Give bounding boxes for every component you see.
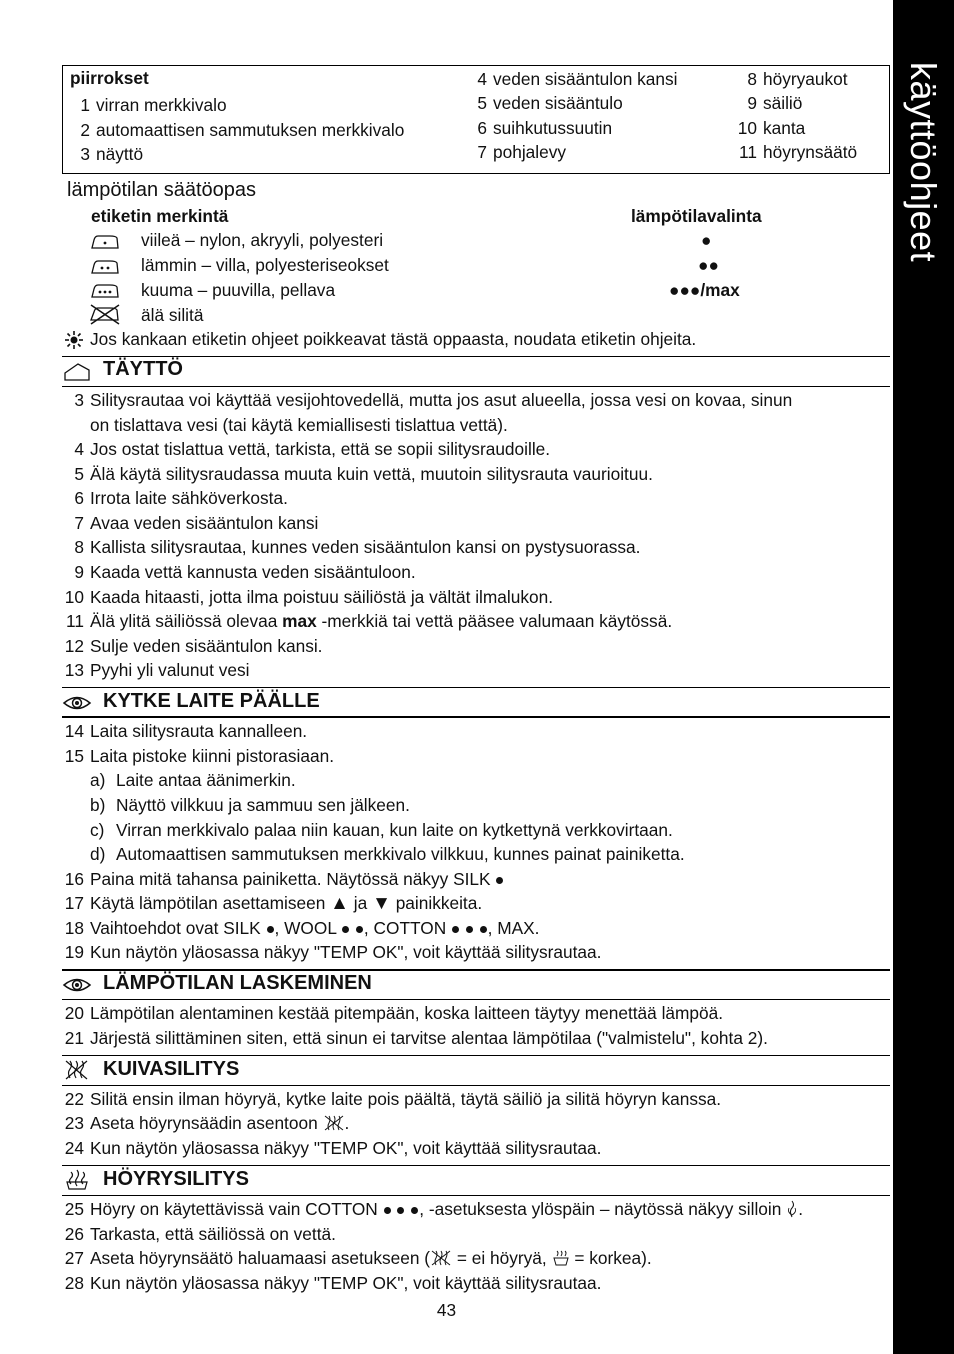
dot-icon	[356, 926, 363, 933]
parts-num: 9	[747, 93, 757, 113]
parts-num: 1	[80, 95, 90, 115]
item-num: b)	[90, 795, 106, 815]
parts-num: 6	[477, 118, 487, 138]
item-text: Kallista silitysrautaa, kunnes veden sisääntulon kansi on pystysuorassa.	[90, 537, 641, 557]
temp-guide-label-col: etiketin merkintä	[91, 206, 229, 226]
temp-guide-setting-col: lämpötilavalinta	[631, 206, 762, 226]
item-text-part: Aseta höyrynsäädin asentoon	[90, 1113, 318, 1133]
item-text: Laita pistoke kiinni pistorasiaan.	[90, 746, 334, 766]
parts-num: 3	[80, 144, 90, 164]
item-text: Höyry on käytettävissä vain COTTON , -asetuksesta ylöspäin – näytössä näkyy silloin .	[90, 1199, 803, 1219]
item-text-part: = korkea).	[574, 1248, 652, 1268]
temp-row-setting: ●	[701, 230, 712, 250]
item-num: 16	[64, 869, 84, 889]
parts-num: 10	[737, 118, 757, 138]
down-triangle-icon: ▼	[372, 893, 391, 914]
item-num: 9	[74, 562, 84, 582]
dot-icon	[342, 926, 349, 933]
item-text-part: , MAX.	[487, 918, 540, 938]
item-num: 13	[64, 660, 84, 680]
item-num: 26	[64, 1224, 84, 1244]
dot-icon	[384, 1207, 391, 1214]
item-text	[90, 918, 539, 939]
item-text: Kun näytön yläosassa näkyy "TEMP OK", voit käyttää silitysrautaa.	[90, 1273, 602, 1293]
item-text-part: painikkeita.	[395, 893, 483, 913]
parts-item: veden sisääntulon kansi	[493, 69, 678, 89]
no-steam-icon	[62, 1059, 92, 1081]
dot-icon	[267, 926, 274, 933]
item-text: Älä käytä silitysraudassa muuta kuin vettä, muutoin silitysrauta vaurioituu.	[90, 464, 653, 484]
iron-three-dots-icon	[90, 282, 120, 300]
item-text	[90, 869, 504, 890]
temp-row-setting: ●●	[698, 255, 719, 275]
section-title-lowering: LÄMPÖTILAN LASKEMINEN	[103, 972, 372, 994]
no-steam-icon	[430, 1250, 452, 1266]
item-num: 27	[64, 1248, 84, 1268]
parts-num: 11	[739, 142, 757, 162]
dot-icon	[397, 1207, 404, 1214]
item-num: c)	[90, 820, 105, 840]
temp-guide-note: Jos kankaan etiketin ohjeet poikkeavat tästä oppaasta, noudata etiketin ohjeita.	[90, 329, 697, 349]
item-num: 4	[74, 439, 84, 459]
temp-row-label: viileä – nylon, akryyli, polyesteri	[141, 230, 384, 250]
item-num: 15	[64, 746, 84, 766]
item-text: Automaattisen sammutuksen merkkivalo vilkkuu, kunnes painat painiketta.	[116, 844, 685, 864]
item-num: 10	[64, 587, 84, 607]
item-num: 24	[64, 1138, 84, 1158]
dot-icon	[411, 1207, 418, 1214]
dot-icon	[480, 926, 487, 933]
item-num: 7	[74, 513, 84, 533]
temp-row-label: älä silitä	[141, 305, 204, 325]
parts-item: automaattisen sammutuksen merkkivalo	[96, 120, 405, 140]
item-text-bold: max	[282, 611, 317, 631]
item-num: 12	[64, 636, 84, 656]
divider	[62, 386, 890, 387]
item-num: 25	[64, 1199, 84, 1219]
item-num: 20	[64, 1003, 84, 1023]
eye-icon	[62, 974, 92, 996]
divider	[62, 999, 890, 1000]
parts-item: näyttö	[96, 144, 144, 164]
item-num: 28	[64, 1273, 84, 1293]
item-text: Avaa veden sisääntulon kansi	[90, 513, 319, 533]
parts-num: 5	[477, 93, 487, 113]
item-num: 17	[64, 893, 84, 913]
divider	[62, 356, 890, 357]
divider	[62, 1165, 890, 1166]
parts-item: höyryaukot	[763, 69, 848, 89]
temp-row-setting: ●●●/max	[669, 280, 740, 300]
item-text: Kaada vettä kannusta veden sisääntuloon.	[90, 562, 416, 582]
item-num: d)	[90, 844, 106, 864]
item-text	[90, 611, 672, 632]
item-text: Laita silitysrauta kannalleen.	[90, 721, 308, 741]
no-ironing-icon	[88, 303, 122, 325]
item-text: Silitysrautaa voi käyttää vesijohtovedellä, mutta jos asut alueella, jossa vesi on kovaa, sinun	[90, 390, 793, 410]
item-num: 22	[64, 1089, 84, 1109]
parts-num: 7	[477, 142, 487, 162]
item-text-part: Vaihtoehdot ovat SILK	[90, 918, 261, 938]
item-num: 18	[64, 918, 84, 938]
divider	[62, 687, 890, 688]
item-text-part: , WOOL	[274, 918, 337, 938]
divider	[62, 716, 890, 718]
item-text: Aseta höyrynsäädin asentoon .	[90, 1113, 350, 1133]
item-text-part: Älä ylitä säiliössä olevaa	[90, 611, 283, 631]
section-title-fill: TÄYTTÖ	[103, 358, 183, 380]
dot-icon	[496, 877, 503, 884]
item-text-part: , COTTON	[363, 918, 447, 938]
item-num: 5	[74, 464, 84, 484]
item-num: 14	[64, 721, 84, 741]
parts-item: veden sisääntulo	[493, 93, 623, 113]
divider	[62, 969, 890, 971]
no-steam-icon	[323, 1115, 345, 1131]
item-text: Irrota laite sähköverkosta.	[90, 488, 288, 508]
item-text	[90, 1248, 652, 1269]
steam-drop-icon	[786, 1200, 798, 1218]
page-number: 43	[436, 1300, 457, 1320]
parts-item: pohjalevy	[493, 142, 567, 162]
temp-guide-heading: lämpötilan säätöopas	[67, 179, 257, 201]
sun-warning-icon	[65, 331, 83, 349]
item-text	[90, 893, 482, 915]
temp-row-label: kuuma – puuvilla, pellava	[141, 280, 336, 300]
item-text-part: Käytä lämpötilan asettamiseen	[90, 893, 326, 913]
fill-water-icon	[62, 361, 92, 383]
item-num: 3	[74, 390, 84, 410]
dot-icon	[466, 926, 473, 933]
parts-item: kanta	[763, 118, 806, 138]
divider	[62, 1055, 890, 1056]
item-text-part: ja	[353, 893, 368, 913]
parts-num: 4	[477, 69, 487, 89]
dot-icon	[452, 926, 459, 933]
divider	[62, 1195, 890, 1196]
temp-row-label: lämmin – villa, polyesteriseokset	[141, 255, 389, 275]
parts-item: suihkutussuutin	[493, 118, 613, 138]
item-num: 6	[74, 488, 84, 508]
item-text-part: Paina mitä tahansa painiketta. Näytössä näkyy SILK	[90, 869, 491, 889]
item-text: Tarkasta, että säiliössä on vettä.	[90, 1224, 336, 1244]
item-num: 23	[64, 1113, 84, 1133]
iron-one-dot-icon	[90, 233, 120, 251]
item-text: Järjestä silittäminen siten, että sinun ei tarvitse alentaa lämpötilaa ("valmistelu", kohta 2).	[90, 1028, 768, 1048]
parts-item: virran merkkivalo	[96, 95, 227, 115]
parts-item: säiliö	[763, 93, 803, 113]
item-text: Kaada hitaasti, jotta ilma poistuu säiliöstä ja vältät ilmalukon.	[90, 587, 553, 607]
item-text: Jos ostat tislattua vettä, tarkista, että se sopii silitysraudoille.	[90, 439, 551, 459]
eye-icon	[62, 692, 92, 714]
item-text: Kun näytön yläosassa näkyy "TEMP OK", voit käyttää silitysrautaa.	[90, 1138, 602, 1158]
parts-num: 8	[747, 69, 757, 89]
parts-num: 2	[80, 120, 90, 140]
item-text-part: -merkkiä tai vettä pääsee valumaan käytössä.	[316, 611, 673, 631]
parts-item: höyrynsäätö	[763, 142, 858, 162]
item-num: 19	[64, 942, 84, 962]
item-text: Pyyhi yli valunut vesi	[90, 660, 250, 680]
item-text: Näyttö vilkkuu ja sammuu sen jälkeen.	[116, 795, 410, 815]
item-text: Silitä ensin ilman höyryä, kytke laite pois päältä, täytä säiliö ja silitä höyryn kanssa.	[90, 1089, 722, 1109]
section-title-switch-on: KYTKE LAITE PÄÄLLE	[103, 690, 320, 712]
iron-two-dots-icon	[90, 258, 120, 276]
item-text: Sulje veden sisääntulon kansi.	[90, 636, 323, 656]
item-text: Laite antaa äänimerkin.	[116, 770, 296, 790]
item-num: a)	[90, 770, 106, 790]
section-title-dry: KUIVASILITYS	[103, 1058, 240, 1080]
item-text: Kun näytön yläosassa näkyy "TEMP OK", voit käyttää silitysrautaa.	[90, 942, 602, 962]
item-text-part: Höyry on käytettävissä vain COTTON	[90, 1199, 378, 1219]
side-title: käyttöohjeet	[903, 62, 944, 263]
item-text: Virran merkkivalo palaa niin kauan, kun laite on kytkettynä verkkovirtaan.	[116, 820, 673, 840]
section-title-steam: HÖYRYSILITYS	[103, 1168, 249, 1190]
high-steam-icon	[552, 1250, 570, 1266]
item-text: on tislattava vesi (tai käytä kemiallisesti tislattua vettä).	[90, 415, 508, 435]
steam-icon	[62, 1169, 92, 1191]
item-text-part: Aseta höyrynsäätö haluamaasi asetukseen (	[90, 1248, 431, 1268]
item-text-part: = ei höyryä,	[456, 1248, 547, 1268]
item-text-part: , -asetuksesta ylöspäin – näytössä näkyy silloin	[419, 1199, 782, 1219]
item-text: Lämpötilan alentaminen kestää pitempään, koska laitteen täytyy menettää lämpöä.	[90, 1003, 724, 1023]
item-num: 21	[64, 1028, 84, 1048]
item-num: 11	[66, 611, 84, 631]
item-num: 8	[74, 537, 84, 557]
parts-heading: piirrokset	[70, 68, 149, 88]
up-triangle-icon: ▲	[330, 893, 349, 914]
divider	[62, 1085, 890, 1086]
